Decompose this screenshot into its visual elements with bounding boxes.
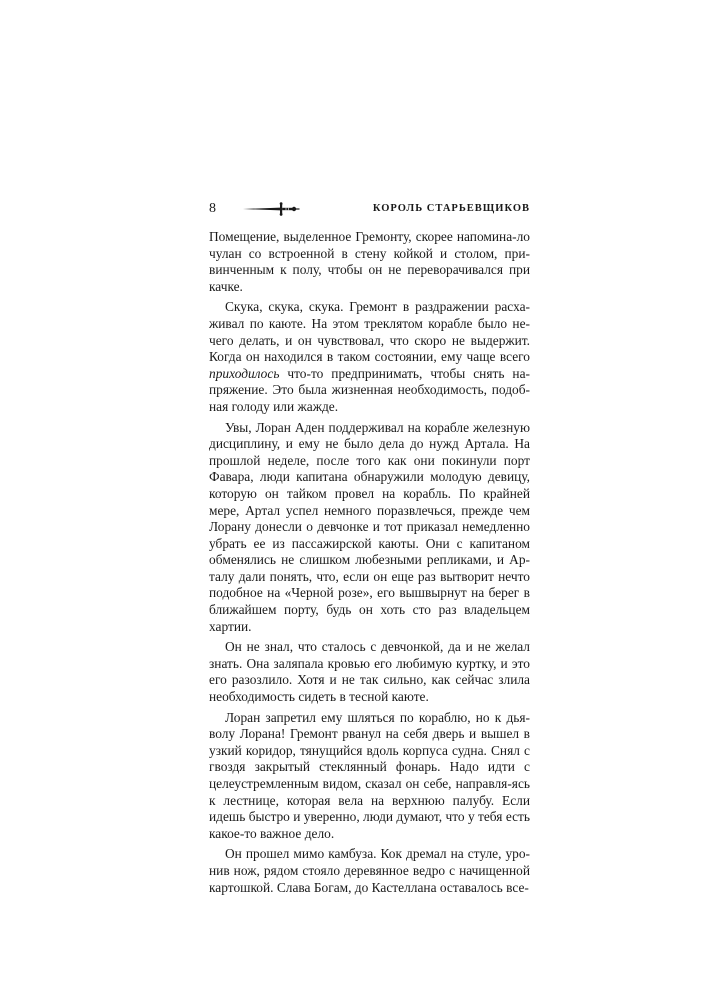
- page-number: 8: [209, 201, 216, 216]
- paragraph-1: Помещение, выделенное Гремонту, скорее напомина-ло чулан со встроенной в стену койкой и столом, при-винченным к полу, чтобы он не переворачивался при качке.: [209, 229, 530, 294]
- paragraph-2-end: что-то предпринимать, чтобы снять на-пряжение. Это была жизненная необходимость, подоб-ная голоду или жажде.: [209, 365, 530, 414]
- running-header: [209, 200, 530, 220]
- paragraph-2-emphasis: приходилось: [209, 365, 280, 381]
- paragraph-2: [209, 299, 530, 415]
- paragraph-3: Увы, Лоран Аден поддерживал на корабле железную дисциплину, и ему не было дела до нужд Артала. На прошлой неделе, после того как они покинули порт Фавара, люди капитана обнаружили молодую девицу, которую он тайком провел на корабль. По крайней мере, Артал успел немного поразвлечься, прежде чем Лорану донесли о девчонке и тот приказал немедленно убрать ее из пассажирской каюты. Они с капитаном обменялись не слишком любезными репликами, и Ар-талу дали понять, что, если он еще раз вытворит нечто подобное на «Черной розе», его вышвырнут на берег в ближайшем порту, будь он хоть сто раз владельцем хартии.: [209, 419, 530, 634]
- running-title: КОРОЛЬ СТАРЬЕВЩИКОВ: [372, 203, 530, 214]
- sword-ornament-icon: [242, 202, 300, 216]
- paragraph-5: Лоран запретил ему шляться по кораблю, но к дья-волу Лорана! Гремонт рванул на себя дверь и вышел в узкий коридор, тянущийся вдоль корпуса судна. Снял с гвоздя закрытый стеклянный фонарь. Надо идти с целеустремленным видом, сказал он себе, направля-ясь к лестнице, которая вела на верхнюю палубу. Если идешь быстро и уверенно, люди думают, что у тебя есть какое-то важное дело.: [209, 709, 530, 841]
- paragraph-2-start: Скука, скука, скука. Гремонт в раздражении расха-живал по каюте. На этом треклятом корабле было не-чего делать, и он чувствовал, что скоро не выдержит. Когда он находился в таком состоянии, ему чаще всего: [209, 299, 530, 365]
- body-text: [209, 229, 530, 900]
- paragraph-6: Он прошел мимо камбуза. Кок дремал на стуле, уро-нив нож, рядом стояло деревянное ведро с начищенной картошкой. Слава Богам, до Кастеллана оставалось все-: [209, 846, 530, 895]
- paragraph-4: Он не знал, что сталось с девчонкой, да и не желал знать. Она заляпала кровью его любимую куртку, и это его разозлило. Хотя и не так сильно, как сейчас злила необходимость сидеть в тесной каюте.: [209, 639, 530, 705]
